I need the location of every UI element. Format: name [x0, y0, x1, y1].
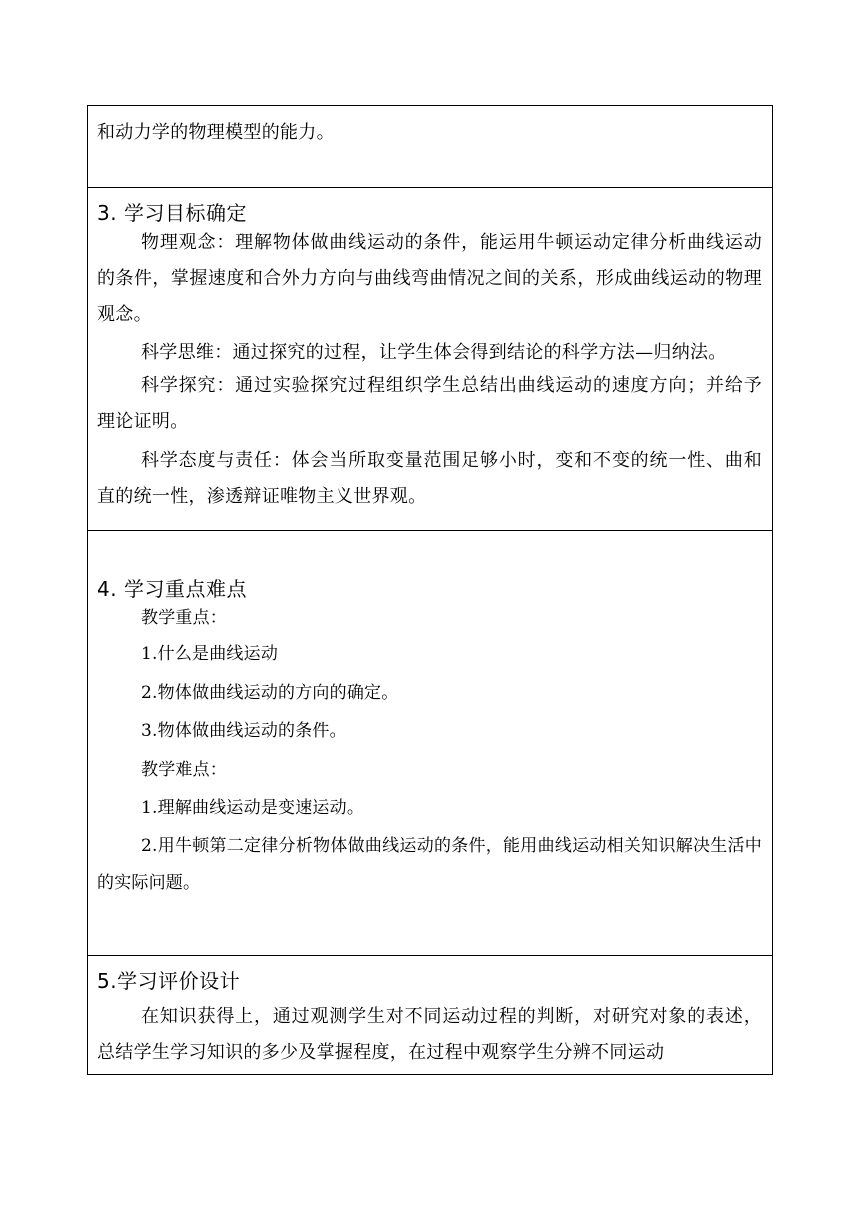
objective-physics-concept: 物理观念：理解物体做曲线运动的条件，能运用牛顿运动定律分析曲线运动的条件，掌握速度和合外力方向与曲线弯曲情况之间的关系，形成曲线运动的物理观念。 [97, 232, 762, 325]
objective-scientific-inquiry: 科学探究：通过实验探究过程组织学生总结出曲线运动的速度方向；并给予理论证明。 [97, 375, 762, 432]
key-point-item: 1.什么是曲线运动 [141, 644, 279, 664]
cell-text: 和动力学的物理模型的能力。 [97, 122, 335, 143]
table-cell-key-difficult-points [88, 530, 772, 955]
key-points-label: 教学重点： [141, 608, 227, 628]
section-heading-evaluation: 5.学习评价设计 [97, 969, 241, 993]
key-point-item: 2.物体做曲线运动的方向的确定。 [141, 682, 399, 703]
section-heading-objectives: 3. 学习目标确定 [97, 201, 247, 225]
table-cell-evaluation-design [88, 955, 772, 1074]
section-heading-key-points: 4. 学习重点难点 [97, 577, 247, 601]
table-cell-learning-objectives [88, 187, 772, 530]
objective-scientific-thinking: 科学思维：通过探究的过程，让学生体会得到结论的科学方法—归纳法。 [141, 342, 727, 363]
objective-attitude-responsibility: 科学态度与责任：体会当所取变量范围足够小时，变和不变的统一性、曲和直的统一性，渗透辩证唯物主义世界观。 [97, 450, 762, 507]
evaluation-paragraph: 在知识获得上，通过观测学生对不同运动过程的判断，对研究对象的表述，总结学生学习知识的多少及掌握程度，在过程中观察学生分辨不同运动 [97, 1006, 762, 1063]
table-cell-model-ability [88, 106, 772, 187]
difficult-points-label: 教学难点： [141, 759, 227, 780]
difficult-point-item: 2.用牛顿第二定律分析物体做曲线运动的条件，能用曲线运动相关知识解决生活中的实际问题。 [97, 835, 762, 893]
lesson-plan-table [87, 105, 773, 1075]
difficult-point-item: 1.理解曲线运动是变速运动。 [141, 798, 365, 818]
key-point-item: 3.物体做曲线运动的条件。 [141, 721, 347, 741]
